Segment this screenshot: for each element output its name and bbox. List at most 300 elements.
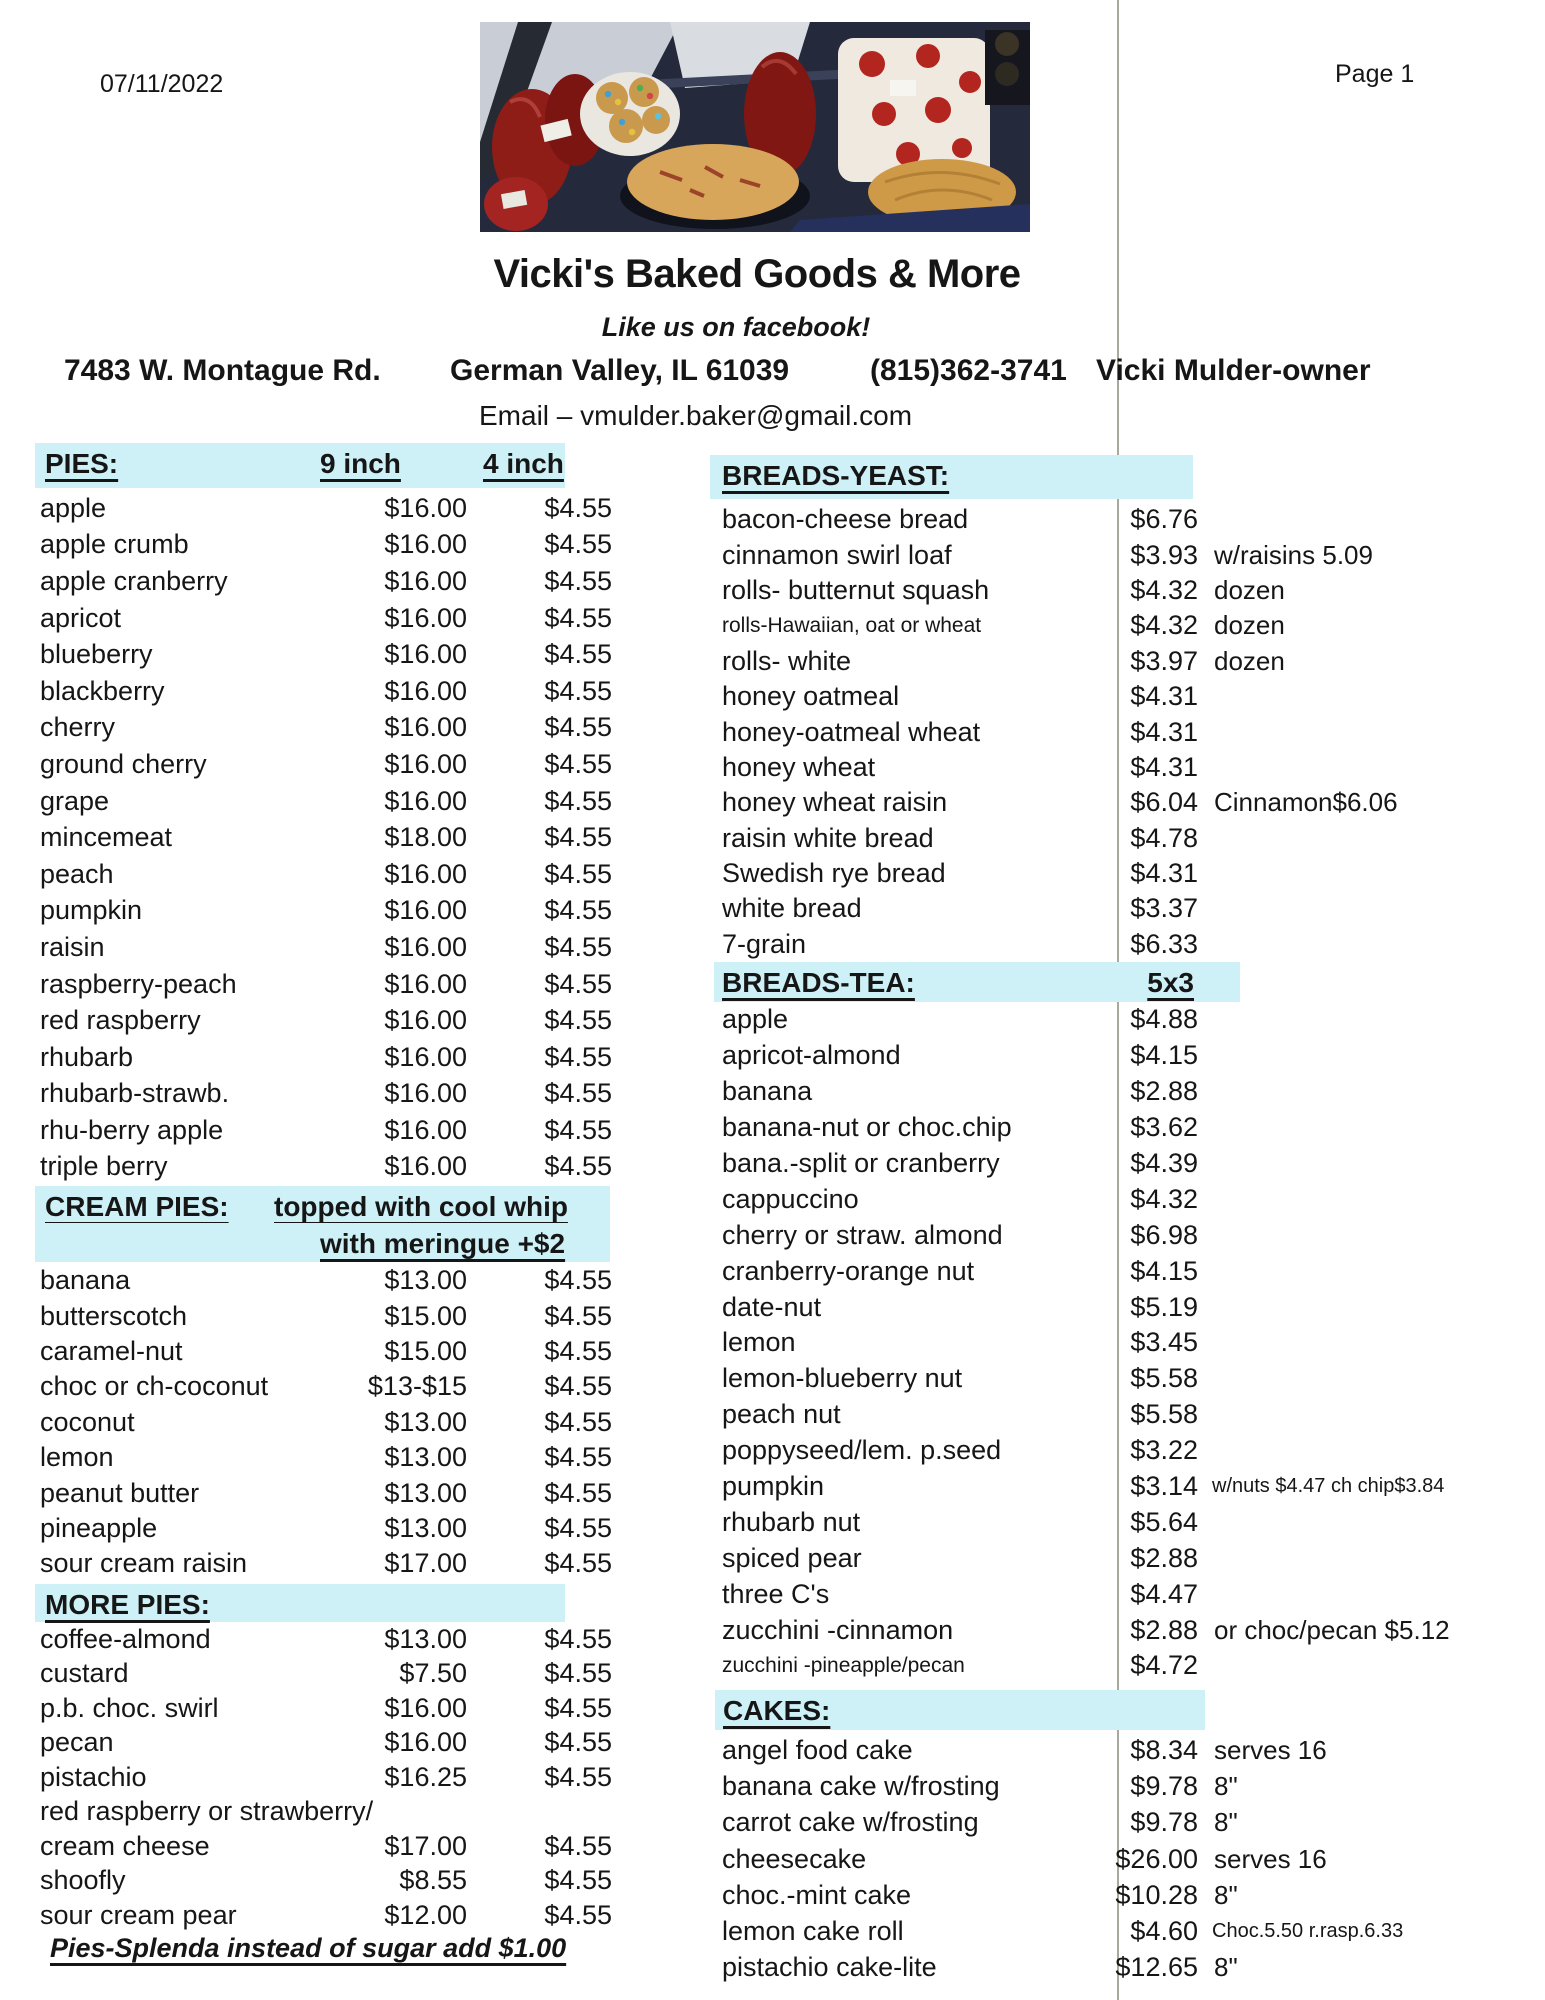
cream-pie-row xyxy=(35,1511,635,1546)
price-9inch: $16.25 xyxy=(384,1761,467,1792)
tea-bread-row xyxy=(722,1576,1545,1612)
price-4inch: $4.55 xyxy=(544,1865,612,1896)
street-address: 7483 W. Montague Rd. xyxy=(64,354,381,387)
item-price: $10.28 xyxy=(1115,1879,1198,1910)
col-4inch-header: 4 inch xyxy=(483,448,564,479)
price-4inch: $4.55 xyxy=(544,1727,612,1758)
page-number: Page 1 xyxy=(1335,60,1415,88)
item-name: grape xyxy=(40,785,110,816)
price-9inch: $16.00 xyxy=(384,1692,467,1723)
item-price: $9.78 xyxy=(1130,1770,1198,1801)
cake-row xyxy=(722,1732,1545,1768)
item-price: $4.31 xyxy=(1130,858,1198,889)
cake-row xyxy=(722,1913,1545,1949)
price-4inch: $4.55 xyxy=(544,1761,612,1792)
owner-name: Vicki Mulder-owner xyxy=(1096,354,1371,387)
price-9inch: $13.00 xyxy=(384,1477,467,1508)
item-name: blueberry xyxy=(40,639,153,670)
item-price: $4.31 xyxy=(1130,681,1198,712)
price-9inch: $17.00 xyxy=(384,1830,467,1861)
pie-row xyxy=(35,636,635,673)
item-price: $4.32 xyxy=(1130,1183,1198,1214)
item-price: $5.19 xyxy=(1130,1291,1198,1322)
item-name: carrot cake w/frosting xyxy=(722,1807,979,1838)
price-4inch: $4.55 xyxy=(544,1078,612,1109)
cake-row xyxy=(722,1877,1545,1913)
price-4inch: $4.55 xyxy=(544,858,612,889)
pie-row xyxy=(35,929,635,966)
item-name: apple crumb xyxy=(40,529,189,560)
price-4inch: $4.55 xyxy=(544,565,612,596)
price-4inch: $4.55 xyxy=(544,1442,612,1473)
pie-row xyxy=(35,1076,635,1113)
price-9inch: $8.55 xyxy=(399,1865,467,1896)
item-price: $2.88 xyxy=(1130,1614,1198,1645)
price-4inch: $4.55 xyxy=(544,931,612,962)
price-4inch: $4.55 xyxy=(544,1265,612,1296)
cream-pies-header: CREAM PIES: xyxy=(45,1191,229,1222)
price-4inch: $4.55 xyxy=(544,1477,612,1508)
price-4inch: $4.55 xyxy=(544,1114,612,1145)
item-name: bacon-cheese bread xyxy=(722,504,969,535)
cake-row xyxy=(722,1768,1545,1804)
item-name: banana xyxy=(722,1076,813,1107)
pie-row xyxy=(35,746,635,783)
item-note: 8" xyxy=(1214,1879,1238,1910)
price-9inch: $7.50 xyxy=(399,1658,467,1689)
item-name: cherry xyxy=(40,712,116,743)
tea-bread-row xyxy=(722,1181,1545,1217)
more-pie-row xyxy=(35,1864,635,1899)
breads-tea-header-band xyxy=(714,962,1240,1002)
price-4inch: $4.55 xyxy=(544,712,612,743)
tea-bread-row xyxy=(722,1289,1545,1325)
more-pie-row xyxy=(35,1622,635,1657)
pies-list xyxy=(35,490,635,1185)
item-name: peach xyxy=(40,858,114,889)
item-price: $5.64 xyxy=(1130,1506,1198,1537)
price-9inch: $13-$15 xyxy=(367,1371,467,1402)
price-9inch: $16.00 xyxy=(384,602,467,633)
cream-pies-subheader-band xyxy=(35,1223,610,1262)
item-name: sour cream pear xyxy=(40,1899,237,1930)
col-9inch-header: 9 inch xyxy=(320,448,401,479)
price-4inch: $4.55 xyxy=(544,968,612,999)
item-price: $8.34 xyxy=(1130,1734,1198,1765)
item-price: $4.31 xyxy=(1130,751,1198,782)
price-9inch: $16.00 xyxy=(384,785,467,816)
pie-row xyxy=(35,1112,635,1149)
cream-pie-row xyxy=(35,1298,635,1333)
item-price: $4.15 xyxy=(1130,1255,1198,1286)
cream-pie-row xyxy=(35,1263,635,1298)
item-name: pineapple xyxy=(40,1512,158,1543)
item-name: red raspberry xyxy=(40,1005,201,1036)
item-name: coffee-almond xyxy=(40,1623,211,1654)
item-name: apricot-almond xyxy=(722,1040,901,1071)
item-name: pumpkin xyxy=(722,1471,825,1502)
price-4inch: $4.55 xyxy=(544,639,612,670)
item-note: 8" xyxy=(1214,1807,1238,1838)
price-4inch: $4.55 xyxy=(544,1371,612,1402)
item-name: honey wheat raisin xyxy=(722,787,948,818)
meringue-note: with meringue +$2 xyxy=(320,1228,566,1259)
tea-bread-row xyxy=(722,1433,1545,1469)
item-price: $6.04 xyxy=(1130,787,1198,818)
item-name: triple berry xyxy=(40,1151,168,1182)
item-name: raisin white bread xyxy=(722,822,934,853)
item-price: $5.58 xyxy=(1130,1399,1198,1430)
price-9inch: $16.00 xyxy=(384,895,467,926)
cream-pie-row xyxy=(35,1440,635,1475)
facebook-tagline: Like us on facebook! xyxy=(601,312,871,342)
item-name: mincemeat xyxy=(40,822,173,853)
item-name: honey oatmeal xyxy=(722,681,900,712)
item-name: lemon xyxy=(722,1327,796,1358)
tea-bread-row xyxy=(722,1110,1545,1146)
item-name: apricot xyxy=(40,602,122,633)
item-note: or choc/pecan $5.12 xyxy=(1214,1614,1450,1645)
tea-bread-row xyxy=(722,1002,1545,1038)
price-9inch: $12.00 xyxy=(384,1899,467,1930)
tea-bread-row xyxy=(722,1361,1545,1397)
price-9inch: $13.00 xyxy=(384,1406,467,1437)
more-pies-header: MORE PIES: xyxy=(45,1589,210,1620)
price-4inch: $4.55 xyxy=(544,1512,612,1543)
pies-header-band xyxy=(35,443,565,488)
item-price: $12.65 xyxy=(1115,1952,1198,1983)
item-note: Choc.5.50 r.rasp.6.33 xyxy=(1212,1920,1404,1943)
cream-pie-row xyxy=(35,1405,635,1440)
item-name: pistachio cake-lite xyxy=(722,1952,937,1983)
item-note: w/nuts $4.47 ch chip$3.84 xyxy=(1212,1475,1445,1498)
item-name: peach nut xyxy=(722,1399,841,1430)
item-name: rolls- white xyxy=(722,645,852,676)
price-4inch: $4.55 xyxy=(544,1692,612,1723)
tea-bread-row xyxy=(722,1469,1545,1505)
item-name: zucchini -pineapple/pecan xyxy=(722,1653,965,1677)
pie-row xyxy=(35,673,635,710)
cake-row xyxy=(722,1841,1545,1877)
item-name: pistachio xyxy=(40,1761,147,1792)
item-note: dozen xyxy=(1214,610,1285,641)
price-4inch: $4.55 xyxy=(544,1830,612,1861)
item-price: $3.45 xyxy=(1130,1327,1198,1358)
price-9inch: $16.00 xyxy=(384,1727,467,1758)
cakes-header-band xyxy=(715,1690,1205,1730)
bread-row xyxy=(722,573,1545,608)
item-name: blackberry xyxy=(40,675,165,706)
price-9inch: $16.00 xyxy=(384,492,467,523)
item-name: date-nut xyxy=(722,1291,822,1322)
price-4inch: $4.55 xyxy=(544,748,612,779)
cream-pie-row xyxy=(35,1546,635,1581)
item-name: sour cream raisin xyxy=(40,1548,248,1579)
cream-pies-list xyxy=(35,1263,635,1582)
tea-bread-row xyxy=(722,1540,1545,1576)
price-9inch: $15.00 xyxy=(384,1335,467,1366)
price-9inch: $16.00 xyxy=(384,675,467,706)
baked-goods-photo xyxy=(480,22,1030,232)
price-9inch: $13.00 xyxy=(384,1442,467,1473)
pie-row xyxy=(35,1002,635,1039)
pie-row xyxy=(35,966,635,1003)
pie-row xyxy=(35,563,635,600)
more-pie-row xyxy=(35,1795,635,1830)
item-name: lemon-blueberry nut xyxy=(722,1363,963,1394)
item-name: shoofly xyxy=(40,1865,126,1896)
item-price: $4.15 xyxy=(1130,1040,1198,1071)
price-9inch: $16.00 xyxy=(384,639,467,670)
cream-pies-header-band xyxy=(35,1186,610,1223)
price-9inch: $16.00 xyxy=(384,1151,467,1182)
email-address: Email – vmulder.baker@gmail.com xyxy=(479,400,913,431)
item-price: $2.88 xyxy=(1130,1076,1198,1107)
price-4inch: $4.55 xyxy=(544,1623,612,1654)
price-9inch: $16.00 xyxy=(384,968,467,999)
tea-bread-row xyxy=(722,1074,1545,1110)
item-name: rhubarb-strawb. xyxy=(40,1078,230,1109)
item-name: rolls-Hawaiian, oat or wheat xyxy=(722,613,982,637)
pie-row xyxy=(35,1039,635,1076)
item-name: banana xyxy=(40,1265,131,1296)
pie-row xyxy=(35,490,635,527)
breads-tea-list xyxy=(714,1002,1545,1684)
price-4inch: $4.55 xyxy=(544,895,612,926)
item-price: $4.88 xyxy=(1130,1004,1198,1035)
item-note: serves 16 xyxy=(1214,1734,1327,1765)
item-name: rhu-berry apple xyxy=(40,1114,224,1145)
item-name: coconut xyxy=(40,1406,135,1437)
pie-row xyxy=(35,893,635,930)
price-4inch: $4.55 xyxy=(544,1335,612,1366)
more-pie-row xyxy=(35,1760,635,1795)
document-date: 07/11/2022 xyxy=(100,70,224,98)
price-9inch: $15.00 xyxy=(384,1300,467,1331)
price-9inch: $16.00 xyxy=(384,931,467,962)
pie-row xyxy=(35,783,635,820)
item-price: $5.58 xyxy=(1130,1363,1198,1394)
business-title: Vicki's Baked Goods & More xyxy=(493,252,1021,296)
item-price: $3.22 xyxy=(1130,1435,1198,1466)
bread-row xyxy=(722,927,1545,962)
item-note: dozen xyxy=(1214,645,1285,676)
item-name: cheesecake xyxy=(722,1843,867,1874)
price-9inch: $16.00 xyxy=(384,1078,467,1109)
item-price: $3.62 xyxy=(1130,1112,1198,1143)
item-price: $4.78 xyxy=(1130,822,1198,853)
item-price: $4.39 xyxy=(1130,1148,1198,1178)
tea-bread-row xyxy=(722,1397,1545,1433)
item-price: $3.37 xyxy=(1130,893,1198,924)
more-pie-row xyxy=(35,1829,635,1864)
city-state-zip: German Valley, IL 61039 xyxy=(450,354,790,387)
pie-row xyxy=(35,819,635,856)
price-9inch: $17.00 xyxy=(384,1548,467,1579)
item-name: cappuccino xyxy=(722,1183,859,1214)
tea-bread-row xyxy=(722,1612,1545,1648)
price-4inch: $4.55 xyxy=(544,1406,612,1437)
price-4inch: $4.55 xyxy=(544,1300,612,1331)
item-name: angel food cake xyxy=(722,1734,913,1765)
pie-row xyxy=(35,1149,635,1186)
item-name: caramel-nut xyxy=(40,1335,183,1366)
price-4inch: $4.55 xyxy=(544,675,612,706)
more-pies-list xyxy=(35,1622,635,1933)
cakes-header: CAKES: xyxy=(723,1695,831,1726)
tea-bread-row xyxy=(722,1504,1545,1540)
price-9inch: $13.00 xyxy=(384,1265,467,1296)
item-name: raspberry-peach xyxy=(40,968,237,999)
pie-row xyxy=(35,600,635,637)
item-name: cherry or straw. almond xyxy=(722,1219,1003,1250)
price-4inch: $4.55 xyxy=(544,1658,612,1689)
bread-row xyxy=(722,679,1545,714)
item-name: honey wheat xyxy=(722,751,876,782)
splenda-note: Pies-Splenda instead of sugar add $1.00 xyxy=(50,1933,567,1963)
price-4inch: $4.55 xyxy=(544,1041,612,1072)
price-9inch: $16.00 xyxy=(384,748,467,779)
item-name: 7-grain xyxy=(722,928,807,959)
item-price: $2.88 xyxy=(1130,1542,1198,1573)
item-price: $9.78 xyxy=(1130,1807,1198,1838)
item-name: three C's xyxy=(722,1578,830,1609)
item-name: apple xyxy=(722,1004,789,1035)
item-note: 8" xyxy=(1214,1770,1238,1801)
bread-row xyxy=(722,502,1545,537)
item-price: $26.00 xyxy=(1115,1843,1198,1874)
item-price: $3.97 xyxy=(1130,645,1198,676)
price-4inch: $4.55 xyxy=(544,822,612,853)
pie-row xyxy=(35,856,635,893)
item-name: lemon cake roll xyxy=(722,1916,904,1947)
item-name: cinnamon swirl loaf xyxy=(722,539,952,570)
item-name: apple cranberry xyxy=(40,565,228,596)
tea-bread-row xyxy=(722,1648,1545,1684)
price-9inch: $16.00 xyxy=(384,1005,467,1036)
cream-pie-row xyxy=(35,1369,635,1404)
bread-row xyxy=(722,608,1545,643)
item-price: $3.14 xyxy=(1130,1471,1198,1502)
price-4inch: $4.55 xyxy=(544,492,612,523)
item-name: rhubarb xyxy=(40,1041,134,1072)
price-4inch: $4.55 xyxy=(544,1548,612,1579)
item-price: $4.32 xyxy=(1130,574,1198,605)
tea-bread-row xyxy=(722,1038,1545,1074)
item-name: p.b. choc. swirl xyxy=(40,1692,219,1723)
bread-row xyxy=(722,891,1545,926)
item-name: peanut butter xyxy=(40,1477,200,1508)
breads-yeast-header: BREADS-YEAST: xyxy=(722,460,950,491)
price-9inch: $18.00 xyxy=(384,822,467,853)
bread-row xyxy=(722,785,1545,820)
item-name: white bread xyxy=(722,893,862,924)
pies-header: PIES: xyxy=(45,448,119,479)
price-9inch: $16.00 xyxy=(384,858,467,889)
item-price: $4.32 xyxy=(1130,610,1198,641)
item-price: $4.60 xyxy=(1130,1916,1198,1947)
more-pie-row xyxy=(35,1691,635,1726)
item-price: $4.47 xyxy=(1130,1578,1198,1609)
breads-tea-size-label: 5x3 xyxy=(1147,967,1194,998)
bread-row xyxy=(722,821,1545,856)
more-pie-row xyxy=(35,1726,635,1761)
bread-row xyxy=(722,537,1545,572)
price-4inch: $4.55 xyxy=(544,529,612,560)
item-note: 8" xyxy=(1214,1952,1238,1983)
item-name: zucchini -cinnamon xyxy=(722,1614,954,1645)
item-name: ground cherry xyxy=(40,748,207,779)
cake-row xyxy=(722,1805,1545,1841)
item-price: $3.93 xyxy=(1130,539,1198,570)
breads-tea-header: BREADS-TEA: xyxy=(722,967,915,998)
item-note: dozen xyxy=(1214,574,1285,605)
item-name: pecan xyxy=(40,1727,114,1758)
bread-row xyxy=(722,644,1545,679)
item-name: banana cake w/frosting xyxy=(722,1770,1000,1801)
item-price: $6.98 xyxy=(1130,1219,1198,1250)
item-note: serves 16 xyxy=(1214,1843,1327,1874)
tea-bread-row xyxy=(722,1217,1545,1253)
cream-pie-row xyxy=(35,1334,635,1369)
phone-number: (815)362-3741 xyxy=(870,354,1067,387)
price-4inch: $4.55 xyxy=(544,1899,612,1930)
item-name: choc or ch-coconut xyxy=(40,1371,269,1402)
price-4inch: $4.55 xyxy=(544,1005,612,1036)
price-9inch: $16.00 xyxy=(384,1114,467,1145)
more-pies-header-band xyxy=(35,1584,565,1622)
more-pie-row xyxy=(35,1898,635,1933)
tea-bread-row xyxy=(722,1325,1545,1361)
item-name: cranberry-orange nut xyxy=(722,1255,975,1286)
price-4inch: $4.55 xyxy=(544,1151,612,1182)
cream-pies-note: topped with cool whip xyxy=(274,1191,568,1222)
item-name: honey-oatmeal wheat xyxy=(722,716,981,747)
cakes-list xyxy=(714,1732,1545,1986)
more-pie-row xyxy=(35,1657,635,1692)
contact-line xyxy=(0,354,1545,390)
item-name: cream cheese xyxy=(40,1830,210,1861)
item-name: bana.-split or cranberry xyxy=(722,1148,1000,1178)
item-name: lemon xyxy=(40,1442,114,1473)
item-name: poppyseed/lem. p.seed xyxy=(722,1435,1002,1466)
item-name: spiced pear xyxy=(722,1542,862,1573)
item-name: banana-nut or choc.chip xyxy=(722,1112,1012,1143)
item-price: $6.33 xyxy=(1130,928,1198,959)
item-name: raisin xyxy=(40,931,105,962)
item-price: $4.31 xyxy=(1130,716,1198,747)
item-note: Cinnamon$6.06 xyxy=(1214,787,1398,818)
price-9inch: $16.00 xyxy=(384,1041,467,1072)
item-note: w/raisins 5.09 xyxy=(1214,539,1373,570)
bread-row xyxy=(722,714,1545,749)
bread-row xyxy=(722,856,1545,891)
item-name: pumpkin xyxy=(40,895,143,926)
item-name: Swedish rye bread xyxy=(722,858,946,889)
price-4inch: $4.55 xyxy=(544,785,612,816)
item-name: rolls- butternut squash xyxy=(722,574,990,605)
item-price: $4.72 xyxy=(1130,1650,1198,1681)
price-9inch: $13.00 xyxy=(384,1623,467,1654)
item-name: rhubarb nut xyxy=(722,1506,861,1537)
tea-bread-row xyxy=(722,1253,1545,1289)
cream-pie-row xyxy=(35,1475,635,1510)
breads-yeast-list xyxy=(714,502,1545,962)
price-9inch: $16.00 xyxy=(384,529,467,560)
cake-row xyxy=(722,1950,1545,1986)
price-9inch: $16.00 xyxy=(384,712,467,743)
bread-row xyxy=(722,750,1545,785)
